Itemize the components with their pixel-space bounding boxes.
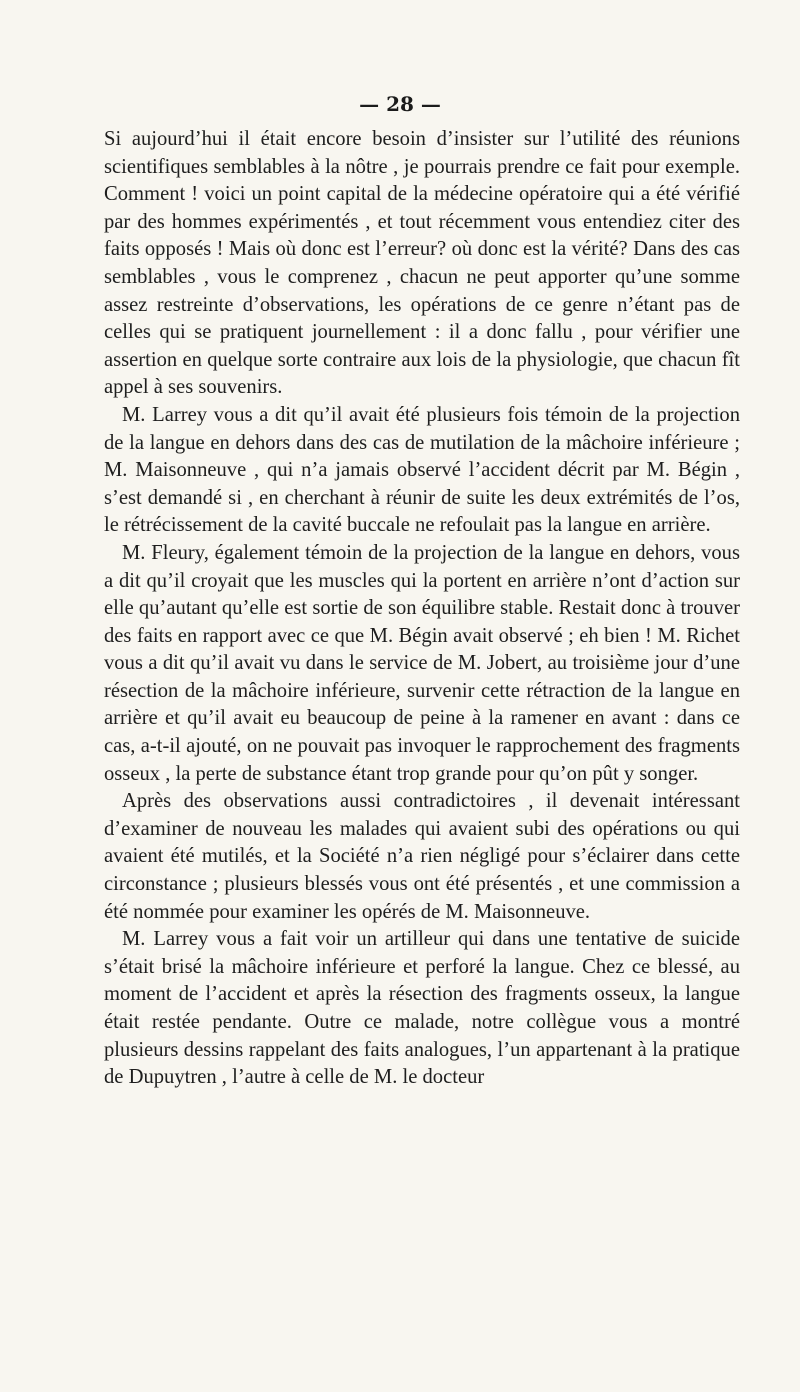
paragraph: M. Larrey vous a fait voir un artilleur qui dans une tentative de suicide s’était brisé la mâchoire inférieure et perforé la langue. Chez ce blessé, au moment de l’accident et après la résection des fragments osseux, la langue était restée pendante. Outre ce malade, notre collègue vous a montré plusieurs dessins rappelant des faits analogues, l’un appartenant à la pratique de Dupuytren , l’autre à celle de M. le docteur: [104, 928, 740, 1089]
body-text: [104, 126, 740, 1092]
paragraph: M. Larrey vous a dit qu’il avait été plusieurs fois témoin de la projection de la langue en dehors dans des cas de mutilation de la mâchoire inférieure ; M. Maisonneuve , qui n’a jamais observé l’accident décrit par M. Bégin , s’est demandé si , en cherchant à réunir de suite les deux extrémités de l’os, le rétrécissement de la cavité buccale ne refoulait pas la langue en arrière.: [104, 403, 740, 537]
page-number: — 28 —: [359, 92, 441, 116]
paragraph: Si aujourd’hui il était encore besoin d’insister sur l’utilité des réunions scientifiques semblables à la nôtre , je pourrais prendre ce fait pour exemple. Comment ! voici un point capital de la médecine opératoire qui a été vérifié par des hommes expérimentés , et tout récemment vous entendiez citer des faits opposés ! Mais où donc est l’erreur? où donc est la vérité? Dans des cas semblables , vous le comprenez , chacun ne peut apporter qu’une somme assez restreinte d’observations, les opérations de ce genre n’étant pas de celles qui se pratiquent journellement : il a donc fallu , pour vérifier une assertion en quelque sorte contraire aux lois de la physiologie, que chacun fît appel à ses souvenirs.: [104, 128, 740, 399]
paragraph: M. Fleury, également témoin de la projection de la langue en dehors, vous a dit qu’il croyait que les muscles qui la portent en arrière n’ont d’action sur elle qu’autant qu’elle est sortie de son équilibre stable. Restait donc à trouver des faits en rapport avec ce que M. Bégin avait observé ; eh bien ! M. Richet vous a dit qu’il avait vu dans le service de M. Jobert, au troisième jour d’une résection de la mâchoire inférieure, survenir cette rétraction de la langue en arrière et qu’il avait eu beaucoup de peine à la ramener en avant : dans ce cas, a-t-il ajouté, on ne pouvait pas invoquer le rapprochement des fragments osseux , la perte de substance étant trop grande pour qu’on pût y songer.: [104, 541, 740, 785]
paragraph: Après des observations aussi contradictoires , il devenait intéressant d’examiner de nouveau les malades qui avaient subi des opérations ou qui avaient été mutilés, et la Société n’a rien négligé pour s’éclairer dans cette circonstance ; plusieurs blessés vous ont été présentés , et une commission a été nommée pour examiner les opérés de M. Maisonneuve.: [104, 790, 740, 923]
